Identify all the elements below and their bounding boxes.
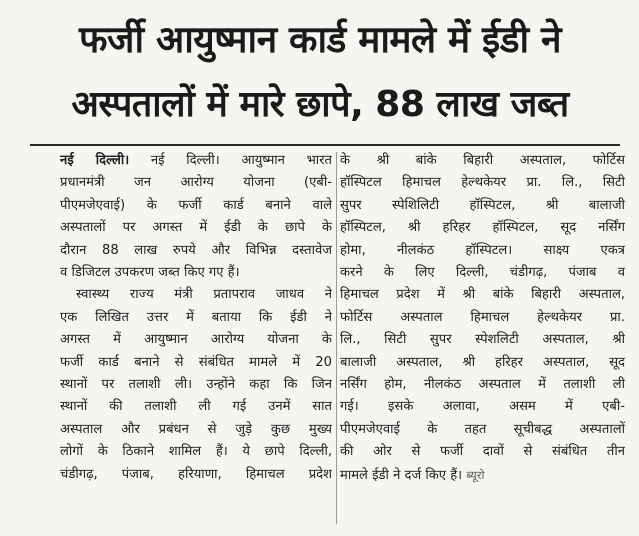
body-line: स्वास्थ्य राज्य मंत्री प्रतापराव जाधव ने [76, 287, 332, 303]
body-line: की ओर से फर्जी दावों से संबंधित तीन [340, 444, 625, 460]
body-line: फर्जी कार्ड बनाने से संबंधित मामले में 20 [60, 354, 332, 370]
body-line: स्थानों पर तलाशी ली। उन्होंने कहा कि जिन [60, 377, 332, 393]
body-line: लि., सिटी सुपर स्पेशलिटी अस्पताल, श्री [340, 332, 625, 348]
body-line: गई। इसके अलावा, असम में एबी- [340, 399, 625, 415]
body-line: हॉस्पिटल, श्री हरिहर हॉस्पिटल, सूद नर्सिंग [340, 220, 625, 236]
headline-line-1: फर्जी आयुष्मान कार्ड मामले में ईडी ने [79, 18, 561, 61]
body-line: पीएमजेएवाई) के फर्जी कार्ड बनाने वाले [60, 197, 332, 213]
body-line: लोगों के ठिकाने शामिल हैं। ये छापे दिल्ली, [60, 444, 332, 460]
body-line: करने के लिए दिल्ली, चंडीगढ़, पंजाब व [340, 265, 625, 281]
body-line: पीएमजेएवाई के तहत सूचीबद्ध अस्पतालों [340, 421, 625, 437]
body-line: चंडीगढ़, पंजाब, हरियाणा, हिमाचल प्रदेश [60, 466, 332, 482]
body-line: प्रधानमंत्री जन आरोग्य योजना (एबी- [60, 175, 332, 191]
body-line: सुपर स्पेशिलिटी हॉस्पिटल, श्री बालाजी [340, 197, 625, 213]
article-column-right [340, 150, 625, 487]
article-column-left [60, 150, 332, 486]
dateline: नई दिल्ली। [60, 153, 130, 168]
body-line: नई दिल्ली। नई दिल्ली। आयुष्मान भारत [60, 153, 332, 168]
body-line: फोर्टिस अस्पताल हिमाचल हेल्थकेयर प्रा. [340, 309, 625, 325]
body-line: स्थानों की तलाशी ली गई उनमें सात [60, 399, 332, 415]
body-line: बालाजी अस्पताल, श्री हरिहर अस्पताल, सूद [340, 354, 625, 370]
body-line: मामले ईडी ने दर्ज किए हैं। ब्यूरो [340, 467, 485, 483]
byline-credit: ब्यूरो [466, 467, 485, 482]
headline-line-2: अस्पतालों में मारे छापे, 88 लाख जब्त [71, 84, 569, 125]
body-line: अस्पताल और प्रबंधन से जुड़े कुछ मुख्य [60, 421, 332, 437]
body-line: व डिजिटल उपकरण जब्त किए गए हैं। [60, 265, 240, 281]
body-line: अगस्त में आयुष्मान आरोग्य योजना के [60, 332, 332, 348]
body-line: हॉस्पिटल हिमाचल हेल्थकेयर प्रा. लि., सिटी [340, 175, 625, 191]
body-line: दौरान 88 लाख रुपये और विभिन्न दस्तावेज [60, 242, 332, 258]
headline-rule [30, 144, 620, 146]
column-divider [336, 152, 337, 524]
body-line: हिमाचल प्रदेश में श्री बांके बिहारी अस्पताल, [340, 287, 625, 303]
body-line: नर्सिंग होम, नीलकंठ अस्पताल में तलाशी ली [340, 377, 625, 393]
body-line: अस्पतालों पर अगस्त में ईडी के छापे के [60, 220, 332, 236]
body-line: होमा, नीलकंठ हॉस्पिटल। साक्ष्य एकत्र [340, 242, 625, 258]
body-line: एक लिखित उत्तर में बताया कि ईडी ने [60, 309, 332, 325]
body-line: के श्री बांके बिहारी अस्पताल, फोर्टिस [340, 153, 625, 168]
